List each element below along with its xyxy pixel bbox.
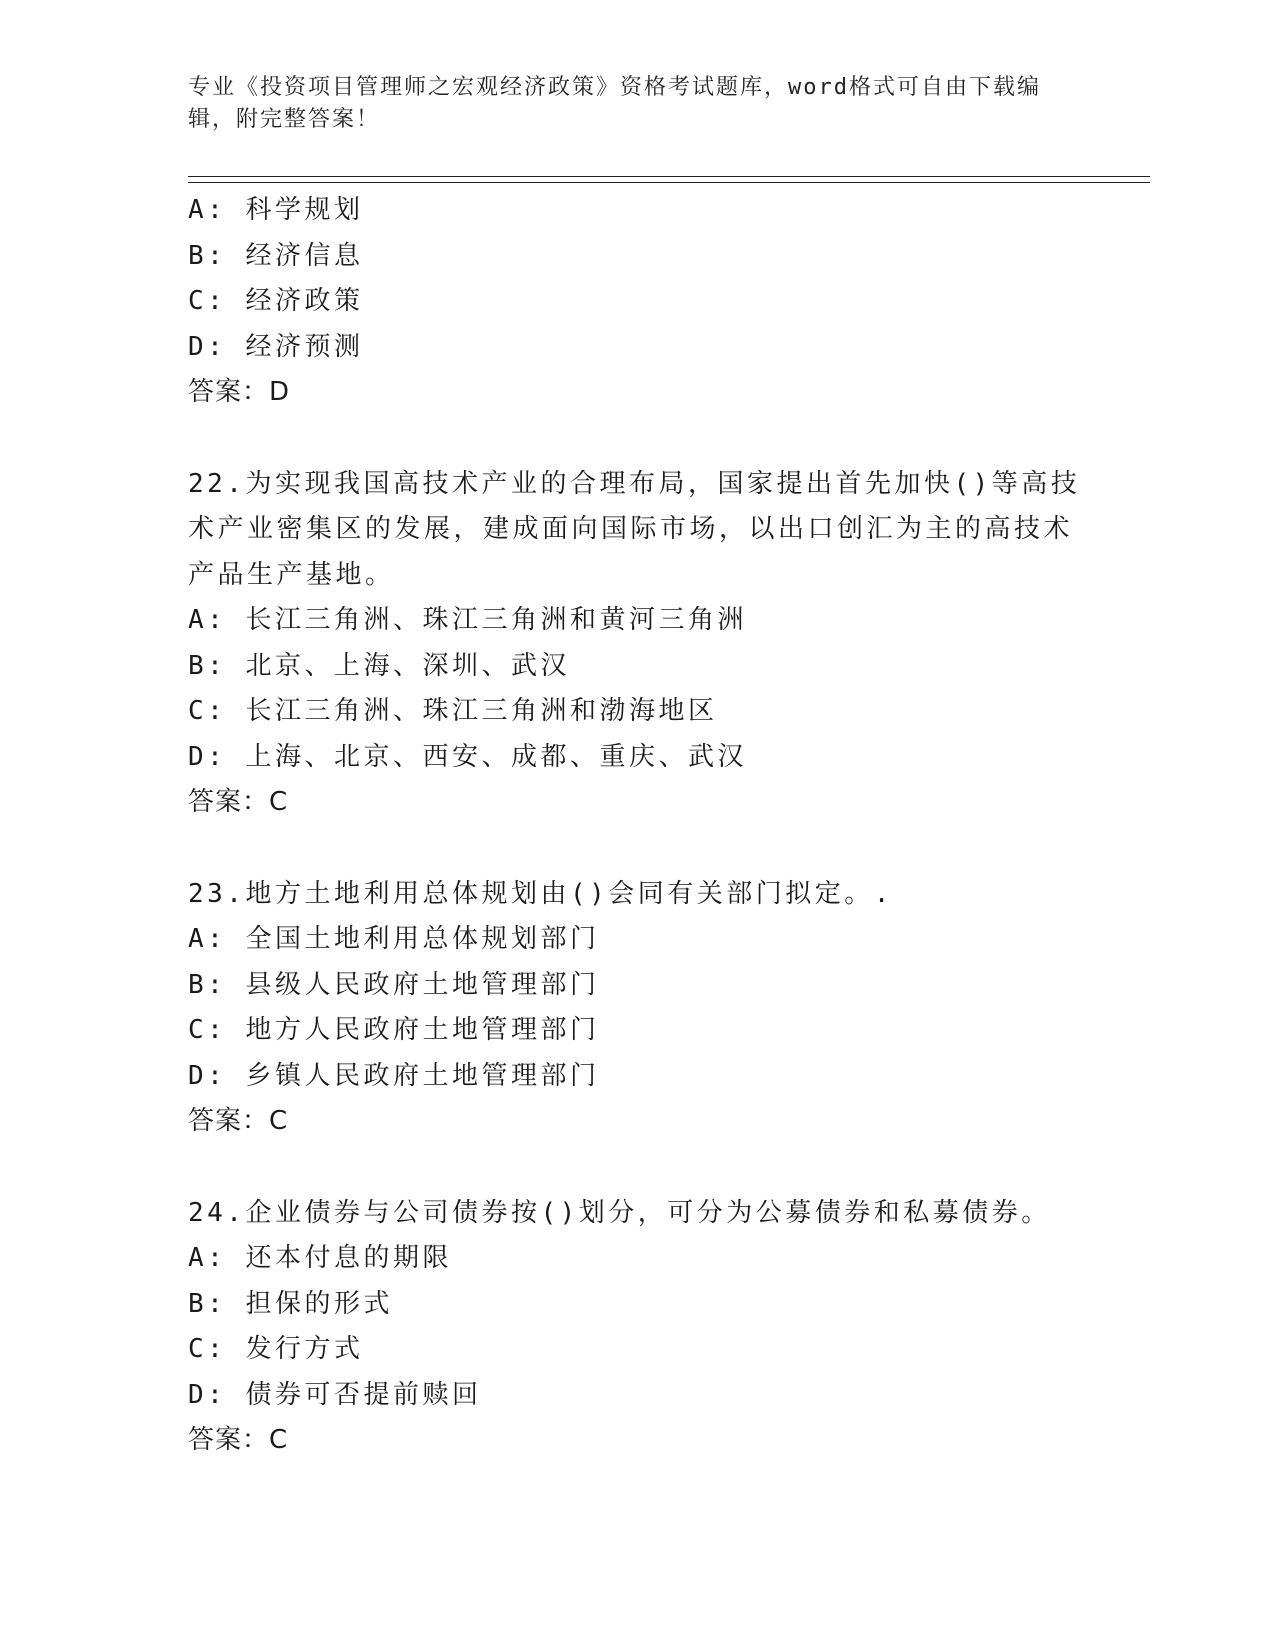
option-d: D: 上海、北京、西安、成都、重庆、武汉	[188, 741, 747, 772]
question-block	[188, 872, 1088, 1145]
option-b: B: 县级人民政府土地管理部门	[188, 969, 600, 1000]
option-d: D: 乡镇人民政府土地管理部门	[188, 1060, 600, 1091]
answer-line: 答案：C	[188, 787, 289, 817]
header-divider	[188, 176, 1150, 183]
option-d: D: 经济预测	[188, 331, 364, 362]
option-a: A: 全国土地利用总体规划部门	[188, 924, 600, 954]
option-c: C: 地方人民政府土地管理部门	[188, 1015, 600, 1045]
document-header: 专业《投资项目管理师之宏观经济政策》资格考试题库，word格式可自由下载编辑，附完整答案！	[188, 75, 1041, 132]
answer-line: 答案：C	[188, 1106, 289, 1136]
option-a: A: 还本付息的期限	[188, 1243, 452, 1273]
question-block	[188, 1191, 1088, 1464]
question-stem: 24.企业债券与公司债券按()划分，可分为公募债券和私募债券。	[188, 1197, 1051, 1228]
question-block	[188, 462, 1088, 826]
answer-line: 答案：C	[188, 1425, 289, 1455]
option-b: B: 经济信息	[188, 240, 364, 271]
option-d: D: 债券可否提前赎回	[188, 1379, 482, 1410]
answer-line: 答案：D	[188, 377, 291, 407]
question-stem: 23.地方土地利用总体规划由()会同有关部门拟定。.	[188, 878, 893, 909]
option-c: C: 经济政策	[188, 286, 364, 316]
option-c: C: 长江三角洲、珠江三角洲和渤海地区	[188, 696, 718, 726]
option-b: B: 北京、上海、深圳、武汉	[188, 650, 570, 681]
spacer	[188, 1145, 1088, 1191]
spacer	[188, 416, 1088, 462]
option-a: A: 科学规划	[188, 195, 364, 225]
question-block-partial	[188, 188, 1088, 416]
option-b: B: 担保的形式	[188, 1288, 393, 1319]
spacer	[188, 826, 1088, 872]
option-a: A: 长江三角洲、珠江三角洲和黄河三角洲	[188, 605, 747, 635]
question-stem: 22.为实现我国高技术产业的合理布局，国家提出首先加快()等高技术产业密集区的发展，建成面向国际市场，以出口创汇为主的高技术产品生产基地。	[188, 468, 1081, 590]
option-c: C: 发行方式	[188, 1334, 364, 1364]
question-list	[188, 188, 1088, 1464]
